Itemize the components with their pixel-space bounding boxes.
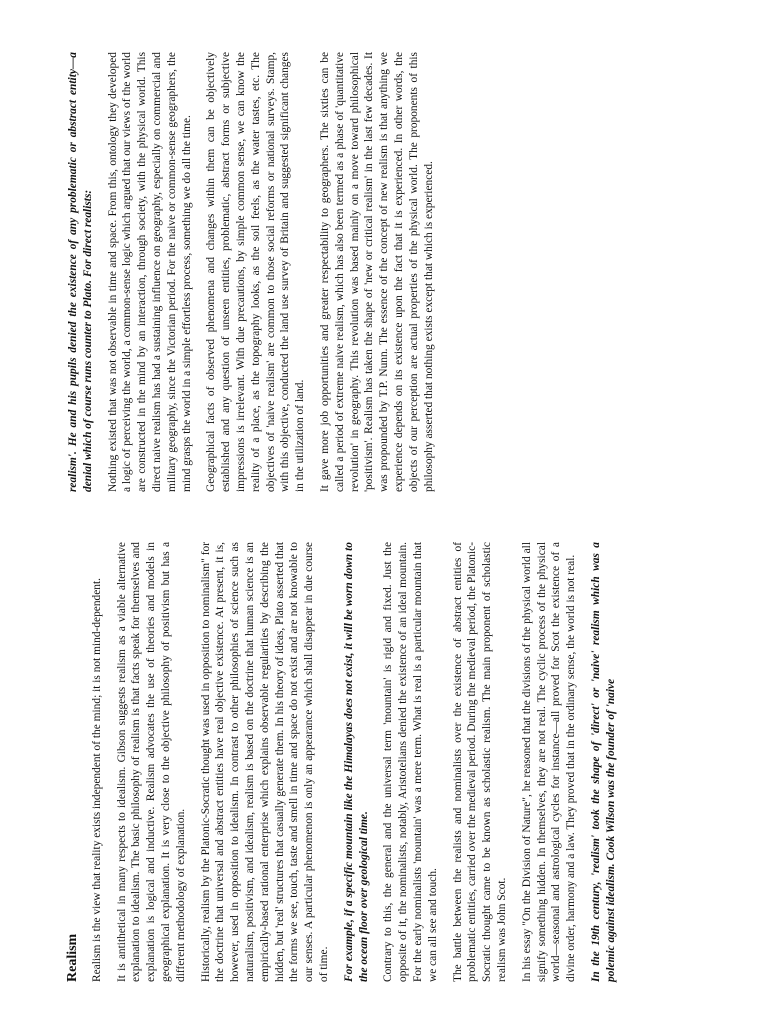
paragraph: It gave more job opportunities and greater respectability to geographers. The sixties can be called a period of extreme naive realism, which has also been termed as a phase of 'quantitative revolution' in geography. This revolution was based mainly on a move toward philosophical 'positivism'. Realism has taken the shape of 'new or critical realism' in the last few decades. It was propounded by T.P. Nunn. The essence of the concept of new realism is that anything we experience depends on its existence upon the fact that it is experienced. In other words, the objects of our perception are actual properties of the physical world. The proponents of this philosophy asserted that nothing exists except that which is experienced. [318, 52, 435, 492]
paragraph: Nothing existed that was not observable in time and space. From this, ontology they developed a logic of perceiving the world, a common-sense logic which argued that our views of the world are constructed in the mind by an interaction, through society, with the physical world. This direct naive realism has had a sustaining influence on geography, especially on commercial and military geography, since the Victorian period. For the naive or common-sense geographers, the mind grasps the world in a simple effortless process, something we do all the time. [106, 52, 193, 492]
paragraph: Historically, realism by the Platonic-Socratic thought was used in opposition to nominalism" for the doctrine that universal and abstract entities have real objective existence. At present, it is, however, used in opposition to idealism. In contrast to other philosophies of science such as naturalism, positivism, and idealism, realism is based on the doctrine that human science is an empirically-based rational enterprise which explains observable regularities by describing the hidden, but 'real' structures that casually generate them. In his theory of ideas, Plato asserted that the forms we see, touch, taste and smell in time and space do not exist and are not knowable to our senses. A particular phenomenon is only an appearance which shall disappear in due course of time. [199, 542, 330, 982]
paragraph: Contrary to this, the general and the universal term 'mountain' is rigid and fixed. Just the opposite of it, the nominalists, notably, Aristotelians denied the existence of an ideal mountain. For the early nominalists 'mountain' was a mere term. What is real is a particular mountain that we can all see and touch. [382, 542, 439, 982]
section-heading-realism: Realism [65, 933, 80, 982]
emphasis-paragraph: For example, if a specific mountain like the Himalayas does not exist, it will be worn down to the ocean floor over geological time. [342, 542, 370, 982]
paragraph: In his essay "On the Division of Nature", he reasoned that the divisions of the physical world all signify something hidden. In themselves, they are not real. The cyclic process of the physical world—seasonal and astrological cycles for instance—all proved for Scot the existence of a divine order, harmony and a law. They proved that in the ordinary sense, the world is not real. [520, 542, 578, 982]
paragraph: Geographical facts of observed phenomena and changes within them can be objectively established and any question of unseen entities, problematic, abstract forms or subjective impressions is irrelevant. With due precautions, by simple common sense, we can know the reality of a place, as the topography looks, as the soil feels, as the water tastes, etc. The objectives of 'naive realism' are common to those social reforms or national surveys. Stamp, with this objective, conducted the land use survey of Britain and suggested significant changes in the utilization of land. [205, 52, 307, 492]
emphasis-paragraph: realism'. He and his pupils denied the existence of any problematic or abstract entity—a denial which of course runs counter to Plato. For direct realists: [67, 52, 94, 492]
paragraph: The battle between the realists and nominalists over the existence of abstract entities of problematic entities, carried over the medieval period. During the medieval period, the Platonic-Socratic thought came to be known as scholastic realism. The main proponent of scholastic realism was John Scot. [451, 542, 508, 982]
paragraph: Realism is the view that reality exists independent of the mind; it is not mind-dependent. [90, 578, 103, 982]
paragraph: It is antithetical in many respects to idealism. Gibson suggests realism as a viable alternative explanation to idealism. The basic philosophy of realism is that facts speak for themselves and explanation is logical and inductive. Realism advocates the use of theories and models in geographical explanation. It is very close to the objective philosophy of positivism but has a different methodology of explanation. [115, 542, 187, 982]
emphasis-paragraph: In the 19th century, 'realism' took the shape of 'direct' or 'naive' realism which was a polemic against idealism. Cook Wilson was the founder of 'naive [589, 542, 617, 982]
right-column [66, 52, 446, 492]
left-column [66, 542, 629, 982]
